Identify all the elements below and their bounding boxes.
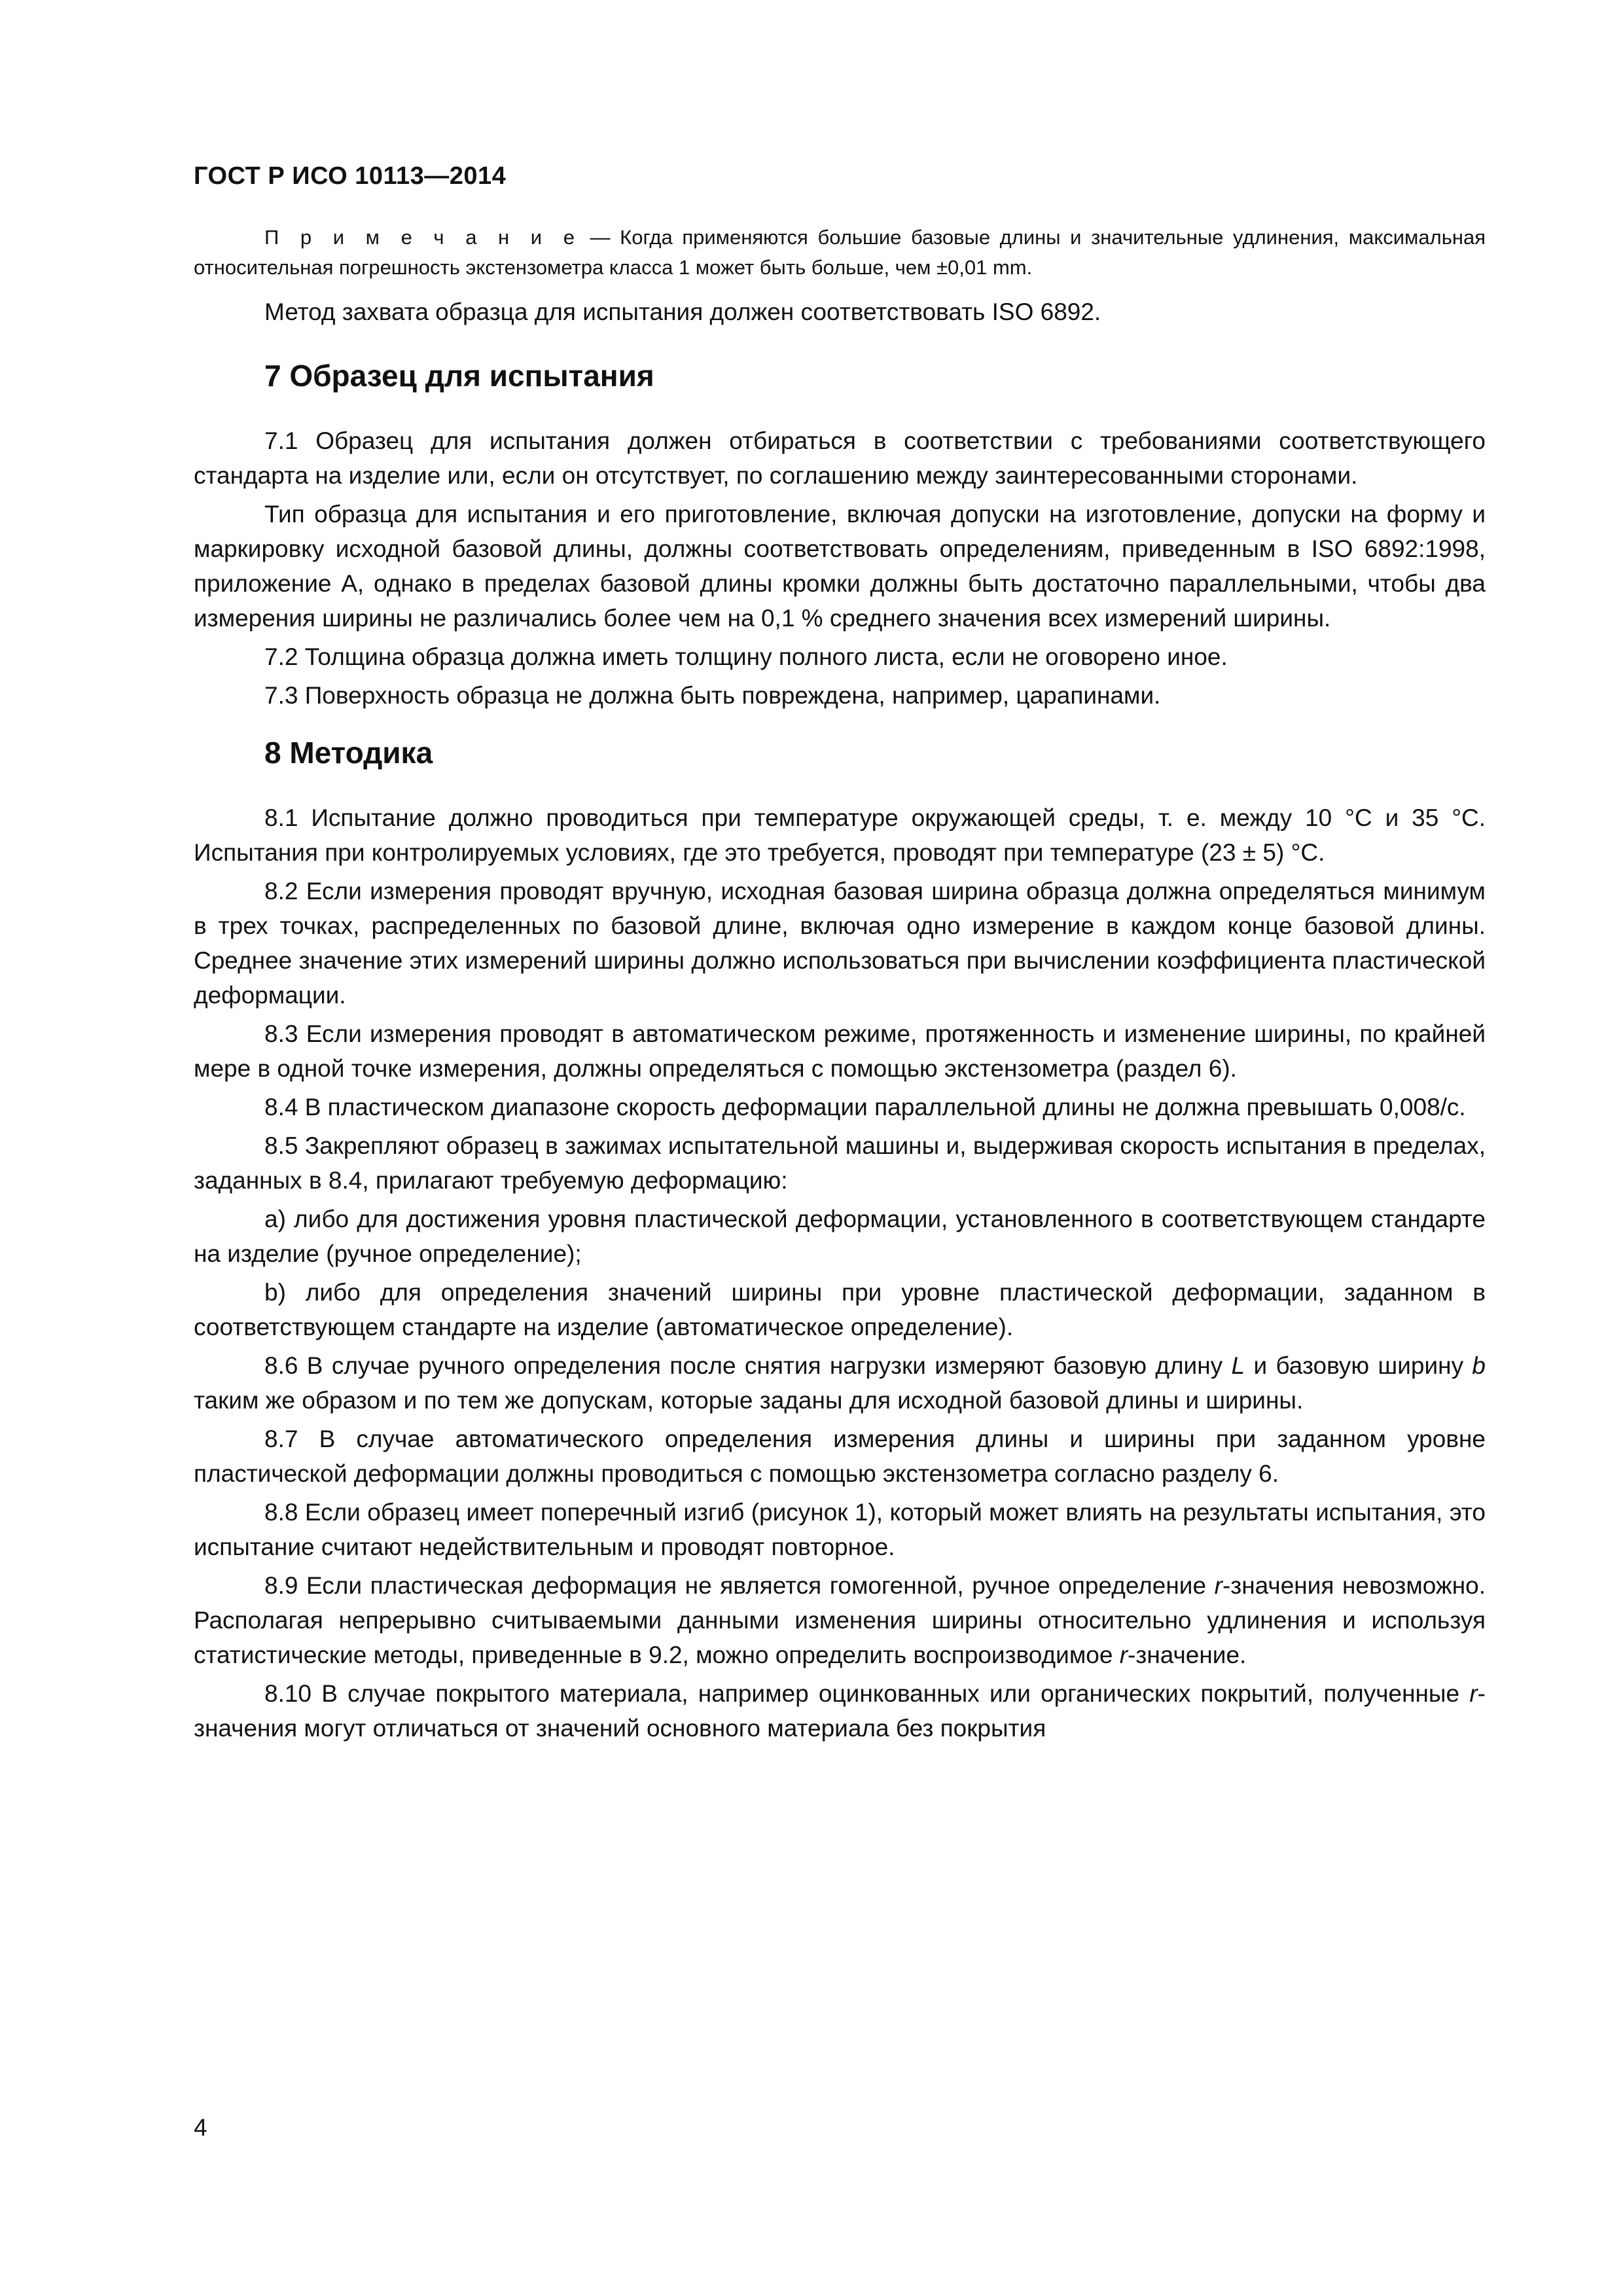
variable-b: b	[1472, 1352, 1486, 1379]
variable-L: L	[1231, 1352, 1245, 1379]
note-label: П р и м е ч а н и е	[264, 226, 580, 249]
text-run: -значения могут отличаться от значений основного материала без покрытия	[194, 1680, 1486, 1742]
variable-r: r	[1469, 1680, 1478, 1707]
paragraph-8-8: 8.8 Если образец имеет поперечный изгиб (рисунок 1), который может влиять на результаты испытания, это испытание считают недействительным и проводят повторное.	[194, 1499, 1486, 1560]
paragraph-7-1-type: Тип образца для испытания и его приготовление, включая допуски на изготовление, допуски на форму и маркировку исходной базовой длины, должны соответствовать определениям, приведенным в ISO 6892:1998, приложение А, однако в пределах базовой длины кромки должны быть достаточно параллельными, чтобы два измерения ширины не различались более чем на 0,1 % среднего значения всех измерений ширины.	[194, 501, 1486, 632]
paragraph-8-5: 8.5 Закрепляют образец в зажимах испытательной машины и, выдерживая скорость испытания в пределах, заданных в 8.4, прилагают требуемую деформацию:	[194, 1132, 1486, 1194]
paragraph-8-5-b: b) либо для определения значений ширины при уровне пластической деформации, заданном в соответствующем стандарте на изделие (автоматическое определение).	[194, 1279, 1486, 1340]
paragraph-7-3: 7.3 Поверхность образца не должна быть повреждена, например, царапинами.	[264, 682, 1161, 709]
variable-r: r	[1214, 1572, 1222, 1599]
note-paragraph	[194, 223, 1486, 283]
variable-r: r	[1119, 1641, 1128, 1668]
section-8-title: 8 Методика	[264, 736, 433, 770]
paragraph-7-1: 7.1 Образец для испытания должен отбираться в соответствии с требованиями соответствующего стандарта на изделие или, если он отсутствует, по соглашению между заинтересованными сторонами.	[194, 427, 1486, 489]
paragraph-8-4: 8.4 В пластическом диапазоне скорость деформации параллельной длины не должна превышать 0,008/с.	[264, 1094, 1466, 1121]
document-header: ГОСТ Р ИСО 10113—2014	[194, 162, 507, 190]
paragraph-8-3: 8.3 Если измерения проводят в автоматическом режиме, протяженность и изменение ширины, по крайней мере в одной точке измерения, должны определяться с помощью экстензометра (раздел 6).	[194, 1020, 1486, 1082]
text-run: -значение.	[1128, 1641, 1247, 1668]
text-run: 8.6 В случае ручного определения после снятия нагрузки измеряют базовую длину	[264, 1352, 1232, 1379]
paragraph-7-2: 7.2 Толщина образца должна иметь толщину полного листа, если не оговорено иное.	[264, 643, 1228, 670]
paragraph-8-2: 8.2 Если измерения проводят вручную, исходная базовая ширина образца должна определяться минимум в трех точках, распределенных по базовой длине, включая одно измерение в каждом конце базовой длины. Среднее значение этих измерений ширины должно использоваться при вычислении коэффициента пластической деформации.	[194, 878, 1486, 1009]
paragraph-8-9	[194, 1568, 1486, 1672]
paragraph-8-1: 8.1 Испытание должно проводиться при температуре окружающей среды, т. е. между 10 °С и 35 °С. Испытания при контролируемых условиях, где это требуется, проводят при температуре (23 ± 5) °С.	[194, 804, 1486, 866]
document-body	[194, 223, 1486, 1749]
text-run: 8.9 Если пластическая деформация не является гомогенной, ручное определение	[264, 1572, 1215, 1599]
text-run: и базовую ширину	[1245, 1352, 1472, 1379]
grip-method-paragraph: Метод захвата образца для испытания должен соответствовать ISO 6892.	[264, 298, 1101, 325]
paragraph-8-10	[194, 1676, 1486, 1746]
section-7-title: 7 Образец для испытания	[264, 359, 654, 393]
text-run: таким же образом и по тем же допускам, которые заданы для исходной базовой длины и ширины.	[194, 1387, 1304, 1414]
page-number: 4	[194, 2114, 207, 2141]
paragraph-8-5-a: а) либо для достижения уровня пластической деформации, установленного в соответствующем стандарте на изделие (ручное определение);	[194, 1206, 1486, 1267]
text-run: -значения невозможно. Располагая непрерывно считываемыми данными изменения ширины относительно удлинения и используя статистические методы, приведенные в 9.2, можно определить воспроизводимое	[194, 1572, 1486, 1668]
text-run: 8.10 В случае покрытого материала, например оцинкованных или органических покрытий, полученные	[264, 1680, 1470, 1707]
note-text: — Когда применяются большие базовые длины и значительные удлинения, максимальная относительная погрешность экстензометра класса 1 может быть больше, чем ±0,01 mm.	[194, 226, 1486, 279]
paragraph-8-7: 8.7 В случае автоматического определения измерения длины и ширины при заданном уровне пластической деформации должны проводиться с помощью экстензометра согласно разделу 6.	[194, 1426, 1486, 1487]
paragraph-8-6	[194, 1348, 1486, 1418]
